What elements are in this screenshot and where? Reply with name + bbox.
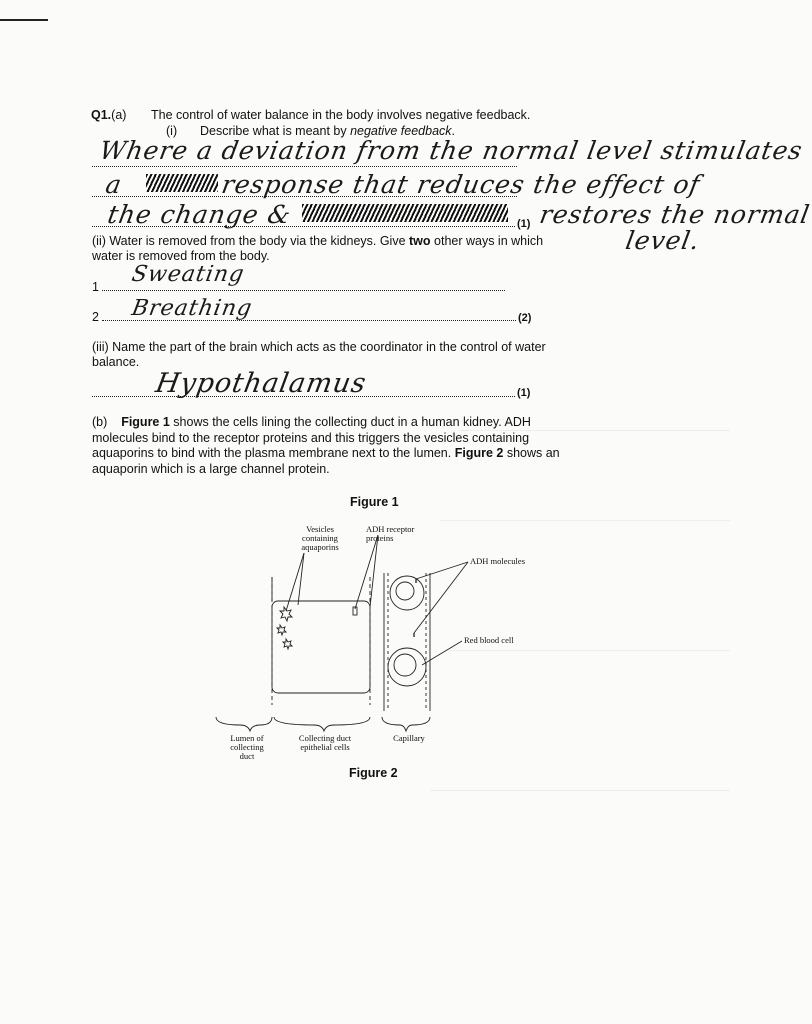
label-receptor <box>366 525 436 543</box>
part-b-line2: molecules bind to the receptor proteins and this triggers the vesicles containing <box>92 430 530 445</box>
part-b-fig2-ref: Figure 2 <box>454 446 504 460</box>
label-receptor-l2: proteins <box>366 533 394 543</box>
red-blood-cell-top <box>390 576 424 610</box>
answer-i-line2-a: a <box>103 170 125 199</box>
leader-adh-2 <box>414 562 468 633</box>
red-blood-cell-top-inner <box>396 582 414 600</box>
part-b-fig1-ref: Figure 1 <box>121 415 170 429</box>
vesicle-3 <box>283 639 292 649</box>
answer-line-ii-1 <box>102 290 505 291</box>
part-ii-num1: 1 <box>92 280 99 294</box>
part-a-intro: The control of water balance in the body involves negative feedback. <box>151 108 531 122</box>
label-vesicles <box>290 525 350 552</box>
answer-i-line3: the change & <box>105 200 294 229</box>
part-ii-prompt-b: other ways in which <box>430 234 544 248</box>
leader-vesicles-1 <box>286 553 304 611</box>
label-duct-l2: epithelial cells <box>300 742 350 752</box>
brace-lumen <box>216 717 272 731</box>
figure1-title: Figure 1 <box>350 495 399 509</box>
answer-ii-1: Sweating <box>129 262 247 287</box>
label-lumen <box>222 734 272 761</box>
answer-i-overflow: restores the normal <box>537 200 812 229</box>
answer-i-overflow-2: level. <box>623 226 703 255</box>
part-ii-prompt-bold: two <box>409 234 431 248</box>
label-capillary: Capillary <box>393 733 425 743</box>
answer-i-line1: Where a deviation from the normal level stimulates <box>97 136 806 165</box>
part-iii-prompt-line2: balance. <box>92 355 140 369</box>
label-adh-molecules: ADH molecules <box>470 556 526 566</box>
brace-duct <box>274 717 370 731</box>
crossed-out-word-1 <box>146 174 218 192</box>
corner-mark <box>0 19 48 21</box>
brace-capillary <box>382 717 430 731</box>
marks-i: (1) <box>517 218 531 230</box>
part-i-prompt-emphasis: negative feedback <box>350 124 452 138</box>
leader-receptor-2 <box>370 535 378 607</box>
red-blood-cell-bottom-inner <box>394 654 416 676</box>
part-ii-prompt-line2: water is removed from the body. <box>92 249 270 263</box>
marks-iii: (1) <box>517 387 531 399</box>
label-lumen-l3: duct <box>239 751 255 761</box>
part-a-label: (a) <box>111 108 127 122</box>
label-collecting-duct <box>280 734 370 752</box>
leader-receptor-1 <box>355 535 378 609</box>
answer-line-i-1 <box>92 166 517 167</box>
part-b-text1: shows the cells lining the collecting duct in a human kidney. ADH <box>169 415 531 429</box>
label-receptor-l1: ADH receptor <box>366 524 415 534</box>
part-b-line4: aquaporin which is a large channel protein. <box>92 461 330 476</box>
part-ii-num2: 2 <box>92 310 99 324</box>
vesicle-1 <box>280 607 292 621</box>
label-duct-l1: Collecting duct <box>298 733 352 743</box>
part-b-line3 <box>92 446 560 462</box>
part-i-prompt-pre: Describe what is meant by <box>200 124 351 138</box>
part-b-label: (b) <box>92 415 108 429</box>
part-ii-prompt-a: (ii) Water is removed from the body via the kidneys. Give <box>92 234 410 248</box>
part-b-line1 <box>92 415 560 431</box>
label-vesicles-l1: Vesicles <box>306 524 334 534</box>
answer-ii-2: Breathing <box>129 296 255 321</box>
label-lumen-l2: collecting <box>230 742 264 752</box>
question-header <box>91 108 126 123</box>
answer-i-line2-b: response that reduces the effect of <box>219 170 703 199</box>
label-vesicles-l2: containing <box>302 533 338 543</box>
answer-iii: Hypothalamus <box>153 368 369 399</box>
leader-adh-1 <box>416 562 468 579</box>
question-number: Q1. <box>91 108 112 122</box>
leader-rbc <box>422 641 462 665</box>
part-iii-prompt: (iii) Name the part of the brain which acts as the coordinator in the control of water <box>92 340 546 354</box>
part-b-text3b: shows an <box>503 446 560 460</box>
part-i-prompt-post: . <box>451 124 456 138</box>
part-b-text3: aquaporins to bind with the plasma membrane next to the lumen. <box>92 446 455 460</box>
marks-ii: (2) <box>518 312 532 324</box>
label-vesicles-l3: aquaporins <box>301 542 339 552</box>
red-blood-cell-bottom <box>388 648 426 686</box>
label-lumen-l1: Lumen of <box>230 733 264 743</box>
part-i-number: (i) <box>166 124 178 138</box>
part-ii-prompt <box>92 234 543 249</box>
vesicle-2 <box>277 625 286 635</box>
part-b-paragraph <box>92 415 560 477</box>
leader-vesicles-2 <box>298 553 304 605</box>
figure2-title: Figure 2 <box>349 766 398 780</box>
crossed-out-word-2 <box>302 204 508 222</box>
label-red-blood-cell: Red blood cell <box>464 635 514 645</box>
